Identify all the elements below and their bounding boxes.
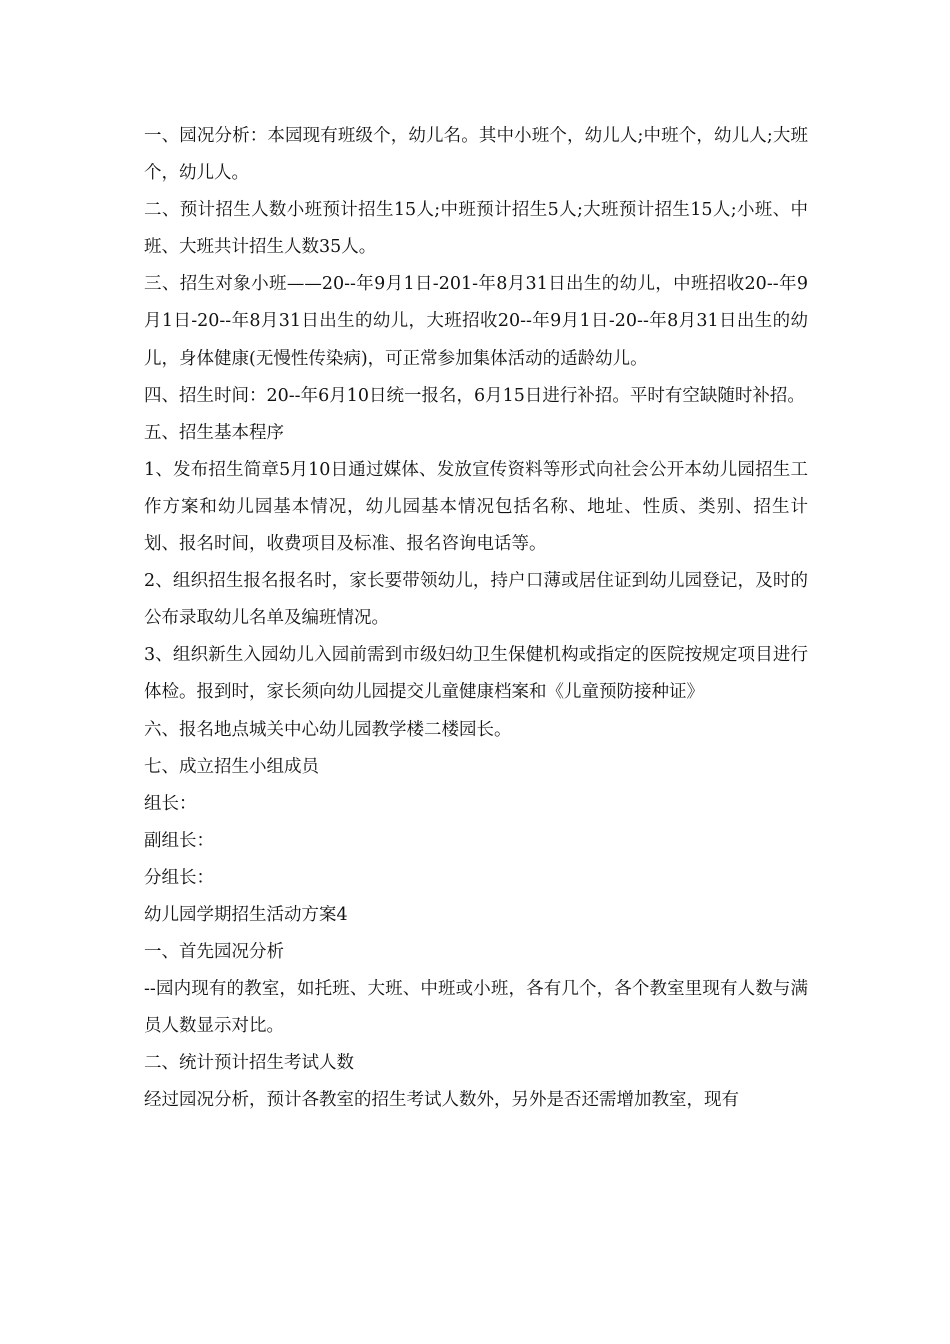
paragraph-15: 一、首先园况分析 <box>144 942 284 963</box>
paragraph-14: 幼儿园学期招生活动方案4 <box>144 904 348 925</box>
paragraph-16: --园内现有的教室，如托班、大班、中班或小班，各有几个，各个教室里现有人数与满员人数显示对比。 <box>144 979 808 1037</box>
paragraph-18: 经过园况分析，预计各教室的招生考试人数外，另外是否还需增加教室，现有 <box>144 1090 739 1111</box>
paragraph-5: 五、招生基本程序 <box>144 422 284 443</box>
paragraph-10: 七、成立招生小组成员 <box>144 756 319 777</box>
paragraph-4: 四、招生时间：20--年6月10日统一报名，6月15日进行补招。平时有空缺随时补招。 <box>144 385 805 406</box>
paragraph-17: 二、统计预计招生考试人数 <box>144 1053 354 1074</box>
paragraph-8: 3、组织新生入园幼儿入园前需到市级妇幼卫生保健机构或指定的医院按规定项目进行体检。报到时，家长须向幼儿园提交儿童健康档案和《儿童预防接种证》 <box>144 645 808 703</box>
paragraph-7: 2、组织招生报名报名时，家长要带领幼儿，持户口薄或居住证到幼儿园登记，及时的公布录取幼儿名单及编班情况。 <box>144 571 808 629</box>
paragraph-3: 三、招生对象小班——20--年9月1日-201-年8月31日出生的幼儿，中班招收20--年9月1日-20--年8月31日出生的幼儿，大班招收20--年9月1日-20--年8月31日出生的幼儿，身体健康(无慢性传染病)，可正常参加集体活动的适龄幼儿。 <box>144 274 808 369</box>
paragraph-9: 六、报名地点城关中心幼儿园教学楼二楼园长。 <box>144 719 512 740</box>
document-body <box>144 118 808 1120</box>
paragraph-1: 一、园况分析：本园现有班级个，幼儿名。其中小班个，幼儿人;中班个，幼儿人;大班个，幼儿人。 <box>144 126 808 184</box>
paragraph-6: 1、发布招生简章5月10日通过媒体、发放宣传资料等形式向社会公开本幼儿园招生工作方案和幼儿园基本情况，幼儿园基本情况包括名称、地址、性质、类别、招生计划、报名时间，收费项目及标准、报名咨询电话等。 <box>144 459 808 555</box>
paragraph-11: 组长： <box>144 793 197 814</box>
paragraph-13: 分组长： <box>144 867 214 888</box>
paragraph-2: 二、预计招生人数小班预计招生15人;中班预计招生5人;大班预计招生15人;小班、中班、大班共计招生人数35人。 <box>144 200 808 258</box>
paragraph-12: 副组长： <box>144 830 214 851</box>
